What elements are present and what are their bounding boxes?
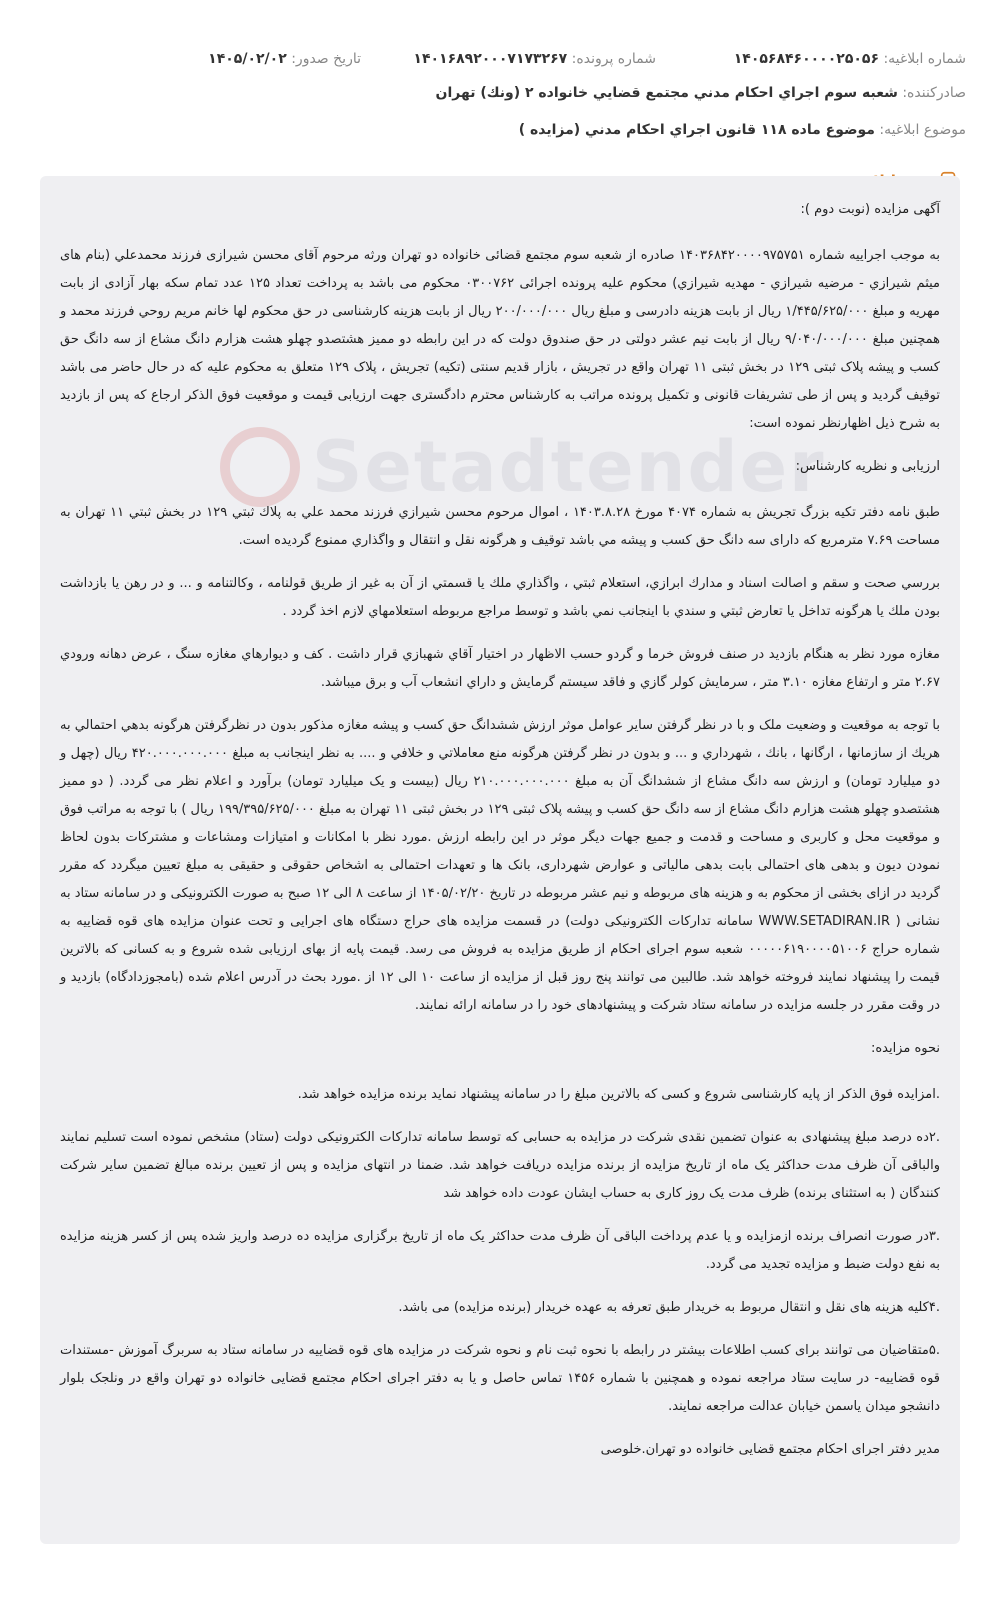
auction-rule-2: .۲ده درصد مبلغ پیشنهادی به عنوان تضمین نقدی شرکت در مزایده به حسابی که توسط سامانه تدارکات الکترونیکی دولت (ستاد) مشخص نموده است تسلیم نمایند والباقی آن ظرف مدت حداکثر یک ماه از تاریخ مزایده از برنده مزایده دریافت خواهد شد. ضمنا در انتهای مزایده و پس از تعیین برنده مبالغ تضمین سایر شرکت کنندگان ( به استثنای برنده) ظرف مدت یک روز کاری به حساب ایشان عودت داده خواهد شد xyxy=(60,1130,940,1201)
auction-rule-4: .۴کلیه هزینه های نقل و انتقال مربوط به خریدار طبق تعرفه به عهده خریدار (برنده مزایده) می باشد. xyxy=(398,1300,940,1315)
issue-date-label: تاریخ صدور: xyxy=(291,51,361,67)
issuer-value: شعبه سوم اجراي احكام مدني مجتمع قضايي خانواده ۲ (ونك) تهران xyxy=(435,85,898,101)
subject-label: موضوع ابلاغیه: xyxy=(879,122,966,138)
issue-date-value: ۱۴۰۵/۰۲/۰۲ xyxy=(208,51,287,67)
expert-paragraph-3: مغازه مورد نظر به هنگام بازديد در صنف فروش خرما و گردو حسب الاظهار در اختيار آقاي شهبازي قرار داشت . كف و ديوارهاي مغازه سنگ ، عرض دهانه ورودي ۲.۶۷ متر و ارتفاع مغازه ۳.۱۰ متر ، سرمايش كولر گازي و فاقد سيستم گرمايش و داراي انشعاب آب و برق ميباشد. xyxy=(60,647,940,690)
case-number-value: ۱۴۰۱۶۸۹۲۰۰۰۷۱۷۳۲۶۷ xyxy=(413,51,568,67)
auction-rule-3: .۳در صورت انصراف برنده ازمزایده و یا عدم پرداخت الباقی آن ظرف مدت حداکثر یک ماه از تاریخ برگزاری مزایده ده درصد واریز شده پس از کسر هزینه مزایده به نفع دولت ضبط و مزایده تجدید می گردد. xyxy=(60,1229,940,1272)
valuation-paragraph: با توجه به موقعیت و وضعیت ملک و با در نظر گرفتن سایر عوامل موثر ارزش ششدانگ حق کسب و پیشه مغازه مذکور بدون در نظرگرفتن هرگونه بدهي احتمالي به هريك از سازمانها ، ارگانها ، بانك ، شهرداري و ... و بدون در نظر گرفتن هرگونه منع معاملاتي و خلافي و .... به نظر اينجانب به مبلغ ۴۲۰.۰۰۰.۰۰۰.۰۰۰ ريال (چهل و دو ميليارد تومان) و ارزش سه دانگ مشاع از ششدانگ آن به مبلغ ۲۱۰.۰۰۰.۰۰۰.۰۰۰ ريال (بيست و یک ميليارد تومان) برآورد و اعلام نظر می گردد. ( دو مميز هشتصدو چهلو هشت هزارم دانگ مشاع از سه دانگ حق کسب و پیشه پلاک ثبتی ۱۲۹ در بخش ثبتی ۱۱ تهران به مبلغ ۱۹۹/۳۹۵/۶۲۵/۰۰۰ ريال ) با توجه به مراتب فوق و موقعیت محل و کاربری و مساحت و قدمت و جمیع جهات دیگر موثر در این رابطه ارزش .مورد نظر با امکانات و امتیازات ومشاعات و مشترکات بدون لحاظ نمودن دیون و بدهی های احتمالی بابت بدهی مالیاتی و عوارض شهرداری، بانک ها و تعهدات احتمالی به اشخاص حقوقی و حقیقی به مبلغ تعیین میگردد که مقرر گردید در ازای بخشی از محکوم به و هزینه های مربوطه و نیم عشر مربوطه در تاریخ ۱۴۰۵/۰۲/۲۰ از ساعت ۸ الی ۱۲ صبح به صورت الکترونیکی و در سامانه ستاد به نشانی ( WWW.SETADIRAN.IR سامانه تدارکات الکترونیکی دولت) در قسمت مزایده های حراج دستگاه های اجرایی و تحت عنوان مزایده های قوه قضاییه به شماره حراج ۰۰۰۰۰۶۱۹۰۰۰۰۵۱۰۰۶ شعبه سوم اجرای احکام از طریق مزایده به فروش می رسد. قیمت پایه از بهای ارزیابی شده شروع و به کسانی که بالاترین قیمت را پیشنهاد نمایند فروخته خواهد شد. طالبین می توانند پنج روز قبل از مزایده از ساعت ۱۰ الی ۱۲ از .مورد بحث در آدرس اعلام شده (بامجوزدادگاه) بازدید و در وقت مقرر در جلسه مزایده در سامانه ستاد شرکت و پیشنهادهای خود را در سامانه ارائه نمایند. xyxy=(60,718,941,1013)
notice-number-label: شماره ابلاغیه: xyxy=(883,51,966,67)
auction-heading: آگهی مزایده (نوبت دوم ): xyxy=(800,202,940,217)
auction-method-heading: نحوه مزایده: xyxy=(870,1041,940,1056)
watermark-text: Setadtender xyxy=(312,426,826,508)
case-number-label: شماره پرونده: xyxy=(571,51,656,67)
expert-paragraph-1: طبق نامه دفتر تکیه بزرگ تجریش به شماره ۴۰۷۴ مورخ ۱۴۰۳.۸.۲۸ ، اموال مرحوم محسن شيرازي فرزند محمد علي به پلاك ثبتي ۱۲۹ در بخش ثبتي ۱۱ تهران به مساحت ۷.۶۹ مترمربع که دارای سه دانگ حق کسب و پیشه مي باشد توقيف و هرگونه نقل و انتقال و واگذاري ممنوع گرديده است. xyxy=(60,505,940,548)
meta-row-issuer xyxy=(34,82,966,104)
notice-number-value: ۱۴۰۵۶۸۴۶۰۰۰۰۲۵۰۵۶ xyxy=(733,51,879,67)
notice-number xyxy=(734,48,966,70)
issue-date xyxy=(208,48,361,70)
subject-value: موضوع ماده ۱۱۸ قانون اجراي احكام مدني (مزايده ) xyxy=(518,122,875,138)
execution-order-paragraph: به موجب اجراییه شماره ۱۴۰۳۶۸۴۲۰۰۰۰۹۷۵۷۵۱ صادره از شعبه سوم مجتمع قضائی خانواده دو تهران ورثه مرحوم آقای محسن شیرازی فرزند محمدعلي (بنام های میثم شیرازي - مرضيه شيرازي - مهديه شيرازي) محكوم علیه پرونده اجرائی ۰۳۰۰۷۶۲ محکوم می باشد به پرداخت تعداد ۱۲۵ عدد تمام سکه بهار آزادی از بابت مهریه و مبلغ ۱/۴۴۵/۶۲۵/۰۰۰ ريال از بابت هزينه دادرسی و مبلغ ريال ۲۰۰/۰۰۰/۰۰۰ ريال از بابت هزینه کارشناسی در حق محکوم لها خانم مريم روحي فرزند محمد و همچنين مبلغ ۹/۰۴۰/۰۰۰/۰۰۰ ريال از بابت نيم عشر دولتی در حق صندوق دولت كه در این رابطه دو مميز هشتصدو چهلو هشت هزارم دانگ مشاع از سه دانگ حق کسب و پیشه پلاک ثبتی ۱۲۹ در بخش ثبتی ۱۱ تهران واقع در تجریش ، بازار قدیم سنتی (تکیه) تجريش ، پلاک ۱۲۹ متعلق به محکوم علیه که در حال حاضر می باشد توقیف گردید و پس از طی تشریفات قانونی و تکمیل پرونده مراتب به کارشناس محترم دادگستری جهت ارزیابی قیمت و موقعیت فوق الذکر ارجاع که پس از بازدید به شرح ذیل اظهارنظر نموده است: xyxy=(60,248,941,431)
expert-paragraph-2: بررسي صحت و سقم و اصالت اسناد و مدارك ابرازي، استعلام ثبتي ، واگذاري ملك يا قسمتي از آن به غير از طريق قولنامه ، وكالتنامه و ... و در رهن يا بازداشت بودن ملك يا هرگونه تداخل يا تعارض ثبتي و سندي با اينجانب نمي باشد و توسط مراجع مربوطه استعلامهاي لازم اخذ گردد . xyxy=(60,576,940,619)
meta-row-subject xyxy=(34,119,966,141)
auction-rule-1: .امزایده فوق الذکر از پایه کارشناسی شروع و کسی که بالاترین مبلغ را در سامانه پیشنهاد نماید برنده مزایده خواهد شد. xyxy=(297,1087,940,1102)
auction-rule-5: .۵متقاضیان می توانند برای کسب اطلاعات بیشتر در رابطه با نحوه ثبت نام و نحوه شرکت در مزایده های قوه قضاییه در سامانه ستاد به سربرگ آموزش -مستندات قوه قضاییه- در سایت ستاد مراجعه نموده و همچنین با شماره ۱۴۵۶ تماس حاصل و یا به دفتر اجرای احکام مجتمع قضایی خانواده دو تهران واقع در ونلجک بلوار دانشجو میدان یاسمن خیابان عدالت مراجعه نمایند. xyxy=(60,1343,940,1414)
issuer-label: صادرکننده: xyxy=(902,85,966,101)
notice-text-body xyxy=(40,176,960,1544)
signature-line: مدیر دفتر اجرای احکام مجتمع قضایی خانواده دو تهران.خلوصی xyxy=(600,1442,940,1457)
expert-opinion-heading: ارزیابی و نظریه کارشناس: xyxy=(795,459,940,474)
case-number xyxy=(413,48,656,70)
